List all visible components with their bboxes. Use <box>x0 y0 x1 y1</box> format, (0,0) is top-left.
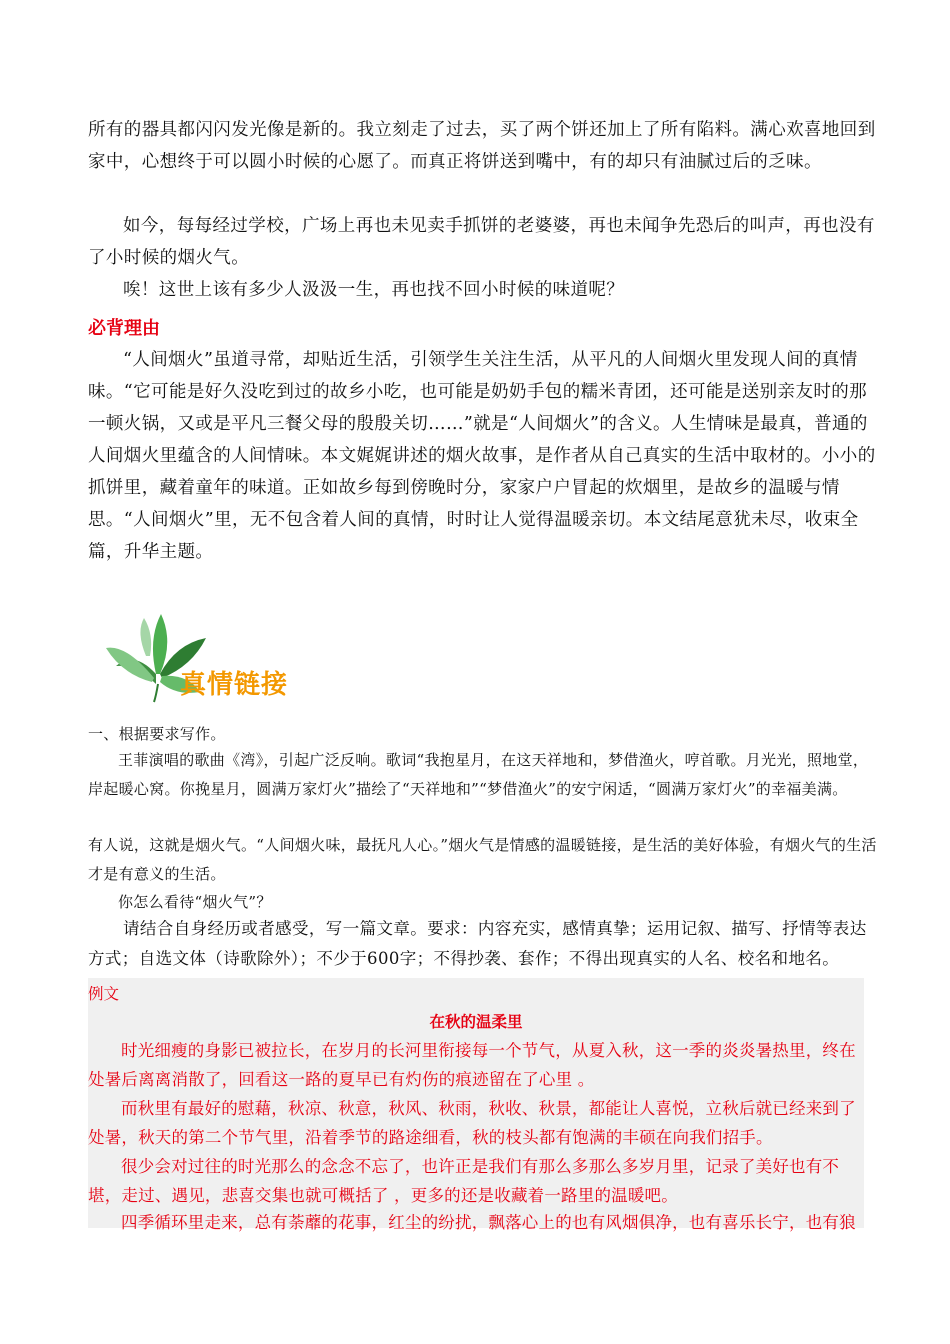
story-paragraph-3: 唉！这世上该有多少人汲汲一生，再也找不回小时候的味道呢？ <box>123 280 625 300</box>
example-paragraph-1: 时光细瘦的身影已被拉长，在岁月的长河里衔接每一个节气，从夏入秋，这一季的炎炎暑热里，终在处暑后离离消散了，回看这一路的夏早已有灼伤的痕迹留在了心里 。 <box>88 1041 856 1089</box>
example-paragraph-4: 四季循环里走来，总有荼蘼的花事，红尘的纷扰，飘落心上的也有风烟俱净，也有喜乐长宁，也有狼 <box>121 1213 856 1232</box>
story-paragraph-2: 如今，每每经过学校，广场上再也未见卖手抓饼的老婆婆，再也未闻争先恐后的叫声，再也没有了小时候的烟火气。 <box>88 216 875 268</box>
example-label: 例文 <box>88 985 120 1003</box>
reason-heading: 必背理由 <box>88 318 160 339</box>
task-intro: 一、根据要求写作。 <box>88 725 226 743</box>
task-requirement: 请结合自身经历或者感受，写一篇文章。要求：内容充实，感情真挚；运用记叙、描写、抒情等表达方式；自选文体（诗歌除外）；不少于600字；不得抄袭、套作；不得出现真实的人名、校名和地名。 <box>88 919 867 968</box>
example-paragraph-2: 而秋里有最好的慰藉，秋凉、秋意，秋风、秋雨，秋收、秋景，都能让人喜悦，立秋后就已经来到了处暑，秋天的第二个节气里，沿着季节的路途细看，秋的枝头都有饱满的丰硕在向我们招手。 <box>88 1099 856 1147</box>
story-paragraph-1: 所有的器具都闪闪发光像是新的。我立刻走了过去，买了两个饼还加上了所有陷料。满心欢喜地回到家中，心想终于可以圆小时候的心愿了。而真正将饼送到嘴中，有的却只有油腻过后的乏味。 <box>88 120 876 172</box>
banner-title: 真情链接 <box>180 670 289 700</box>
example-paragraph-3: 很少会对过往的时光那么的念念不忘了，也许正是我们有那么多那么多岁月里，记录了美好也有不堪，走过、遇见，悲喜交集也就可概括了 ，更多的还是收藏着一路里的温暖吧。 <box>88 1157 840 1205</box>
example-title: 在秋的温柔里 <box>429 1013 523 1031</box>
task-question: 你怎么看待“烟火气”？ <box>118 893 272 911</box>
reason-body: “人间烟火”虽道寻常，却贴近生活，引领学生关注生活，从平凡的人间烟火里发现人间的真情味。“它可能是好久没吃到过的故乡小吃，也可能是奶奶手包的糯米青团，还可能是送别亲友时的那一顿火锅，又或是平凡三餐父母的殷殷关切……”就是“人间烟火”的含义。人生情味是最真，普通的人间烟火里蕴含的人间情味。本文娓娓讲述的烟火故事，是作者从自己真实的生活中取材的。小小的抓饼里，藏着童年的味道。正如故乡每到傍晚时分，家家户户冒起的炊烟里，是故乡的温暖与情思。“人间烟火”里，无不包含着人间的真情，时时让人觉得温暖亲切。本文结尾意犹未尽，收束全篇，升华主题。 <box>88 350 876 562</box>
task-paragraph-2: 有人说，这就是烟火气。“人间烟火味，最抚凡人心。”烟火气是情感的温暖链接，是生活的美好体验，有烟火气的生活才是有意义的生活。 <box>88 836 877 883</box>
task-paragraph-1: 王菲演唱的歌曲《湾》，引起广泛反响。歌词“我抱星月，在这天祥地和，梦借渔火，哼首歌。月光光，照地堂，岸起暖心窝。你挽星月，圆满万家灯火”描绘了“天祥地和”“梦借渔火”的安宁闲适，“圆满万家灯火”的幸福美满。 <box>88 751 869 798</box>
